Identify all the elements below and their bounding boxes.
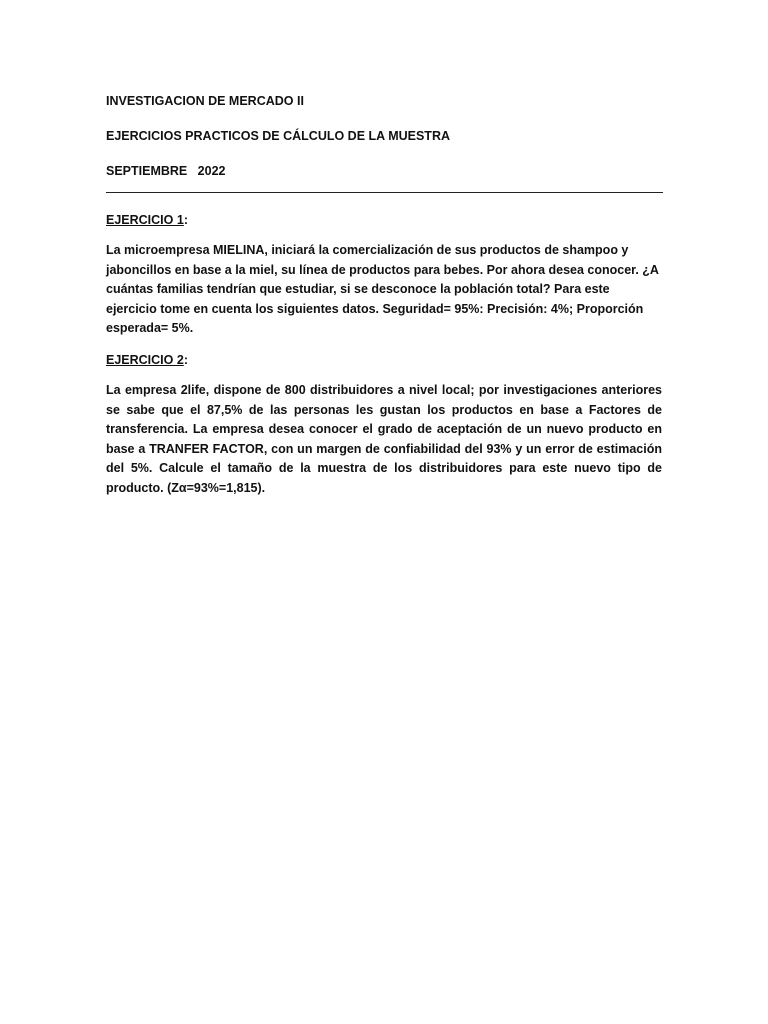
exercise-1-label: EJERCICIO 1 [106,213,184,227]
exercise-1-title [106,211,662,229]
exercise-2-label: EJERCICIO 2 [106,352,184,367]
exercise-2-colon: : [183,352,188,367]
document-content [106,92,662,499]
document-subtitle: EJERCICIOS PRACTICOS DE CÁLCULO DE LA MUESTRA [106,129,451,143]
document-date: SEPTIEMBRE 2022 [106,164,226,178]
exercise-1-colon: : [183,213,188,227]
exercise-2-text: La empresa 2life, dispone de 800 distribuidores a nivel local; por investigaciones anteriores se sabe que el 87,5% de las personas les gustan los productos en base a Factores de transferencia. La empresa desea conocer el grado de aceptación de un nuevo producto en base a TRANFER FACTOR, con un margen de confiabilidad del 93% y un error de estimación del 5%. Calcule el tamaño de la muestra de los distribuidores para este nuevo tipo de producto. (Zα=93%=1,815). [106,382,662,495]
exercise-2-title [106,351,662,369]
exercise-1-text: La microempresa MIELINA, iniciará la comercialización de sus productos de shampoo y jaboncillos en base a la miel, su línea de productos para bebes. Por ahora desea conocer. ¿A cuántas familias tendrían que estudiar, si se desconoce la población total? Para este ejercicio tome en cuenta los siguientes datos. Seguridad= 95%: Precisión: 4%; Proporción esperada= 5%. [106,243,659,336]
horizontal-divider [106,192,663,193]
course-title: INVESTIGACION DE MERCADO II [106,94,304,108]
